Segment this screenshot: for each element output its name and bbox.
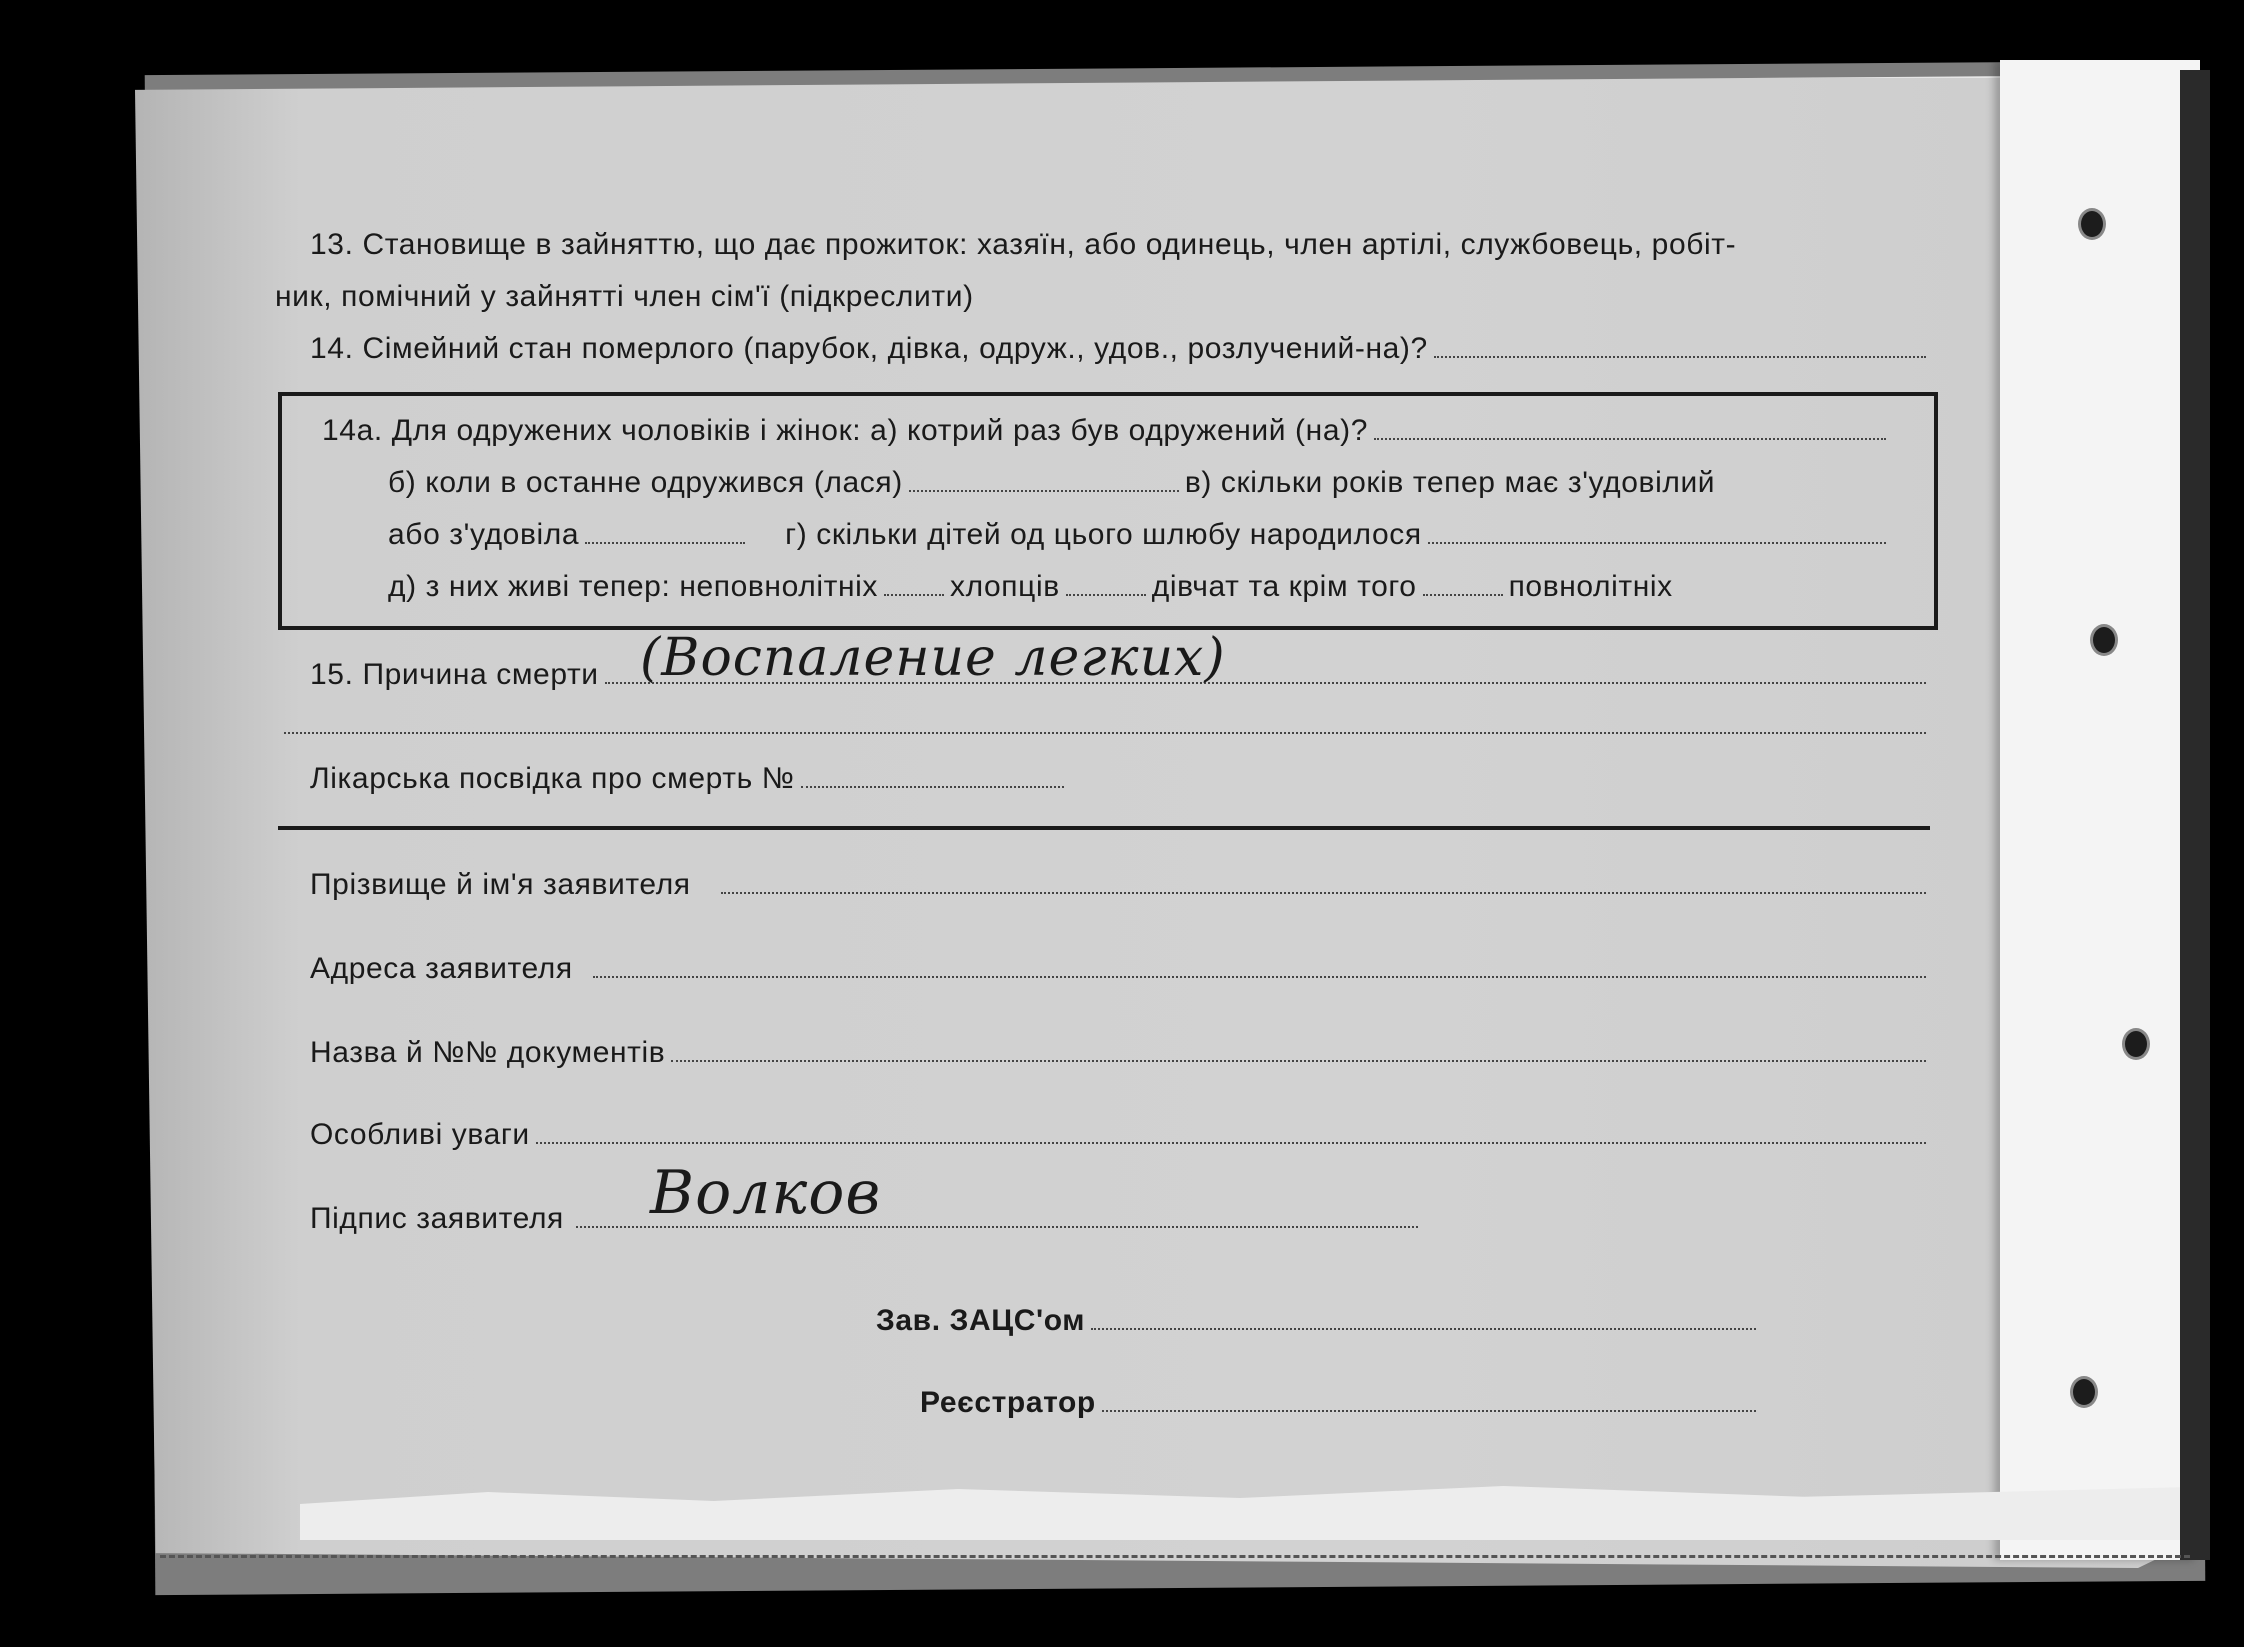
q15-handwritten-value: (Воспаление легких)	[640, 628, 1226, 688]
medical-number-line[interactable]	[801, 764, 1064, 788]
signature-row: Підпис заявителя	[310, 1202, 1424, 1236]
head-registry-row: Зав. ЗАЦС'ом	[876, 1304, 1762, 1338]
notes-row: Особливі уваги	[310, 1118, 1932, 1152]
q14a-b-answer-line[interactable]	[909, 468, 1179, 492]
q15-continuation-line[interactable]	[284, 710, 1926, 734]
registrar-line[interactable]	[1102, 1388, 1756, 1412]
q14a-g-answer-line[interactable]	[1428, 520, 1886, 544]
applicant-name-line[interactable]	[721, 870, 1926, 894]
medical-row: Лікарська посвідка про смерть №	[310, 762, 1070, 796]
applicant-signature: Волков	[650, 1158, 882, 1228]
section-divider	[278, 826, 1930, 830]
q13-line1: 13. Становище в зайняттю, що дає прожиток: хазяїн, або одинець, член артілі, службовець, робіт-	[310, 228, 1737, 261]
q15-continuation	[278, 710, 1932, 734]
q14a-line2: б) коли в останне одружився (лася) в) скільки років тепер має з'удовілий	[388, 466, 1716, 499]
q14-answer-line[interactable]	[1434, 334, 1926, 358]
head-registry-line[interactable]	[1091, 1306, 1756, 1330]
documents-row: Назва й №№ документів	[310, 1036, 1932, 1070]
notes-line[interactable]	[536, 1120, 1926, 1144]
applicant-address-line[interactable]	[593, 954, 1926, 978]
applicant-name-row: Прізвище й ім'я заявителя	[310, 868, 1932, 902]
q14a-a-answer-line[interactable]	[1374, 416, 1886, 440]
q14a-d-minors-line[interactable]	[884, 572, 944, 596]
q14a-line4: д) з них живі тепер: неповнолітніх хлопців дівчат та крім того повнолітніх	[388, 570, 1673, 603]
q14a-d-boys-line[interactable]	[1066, 572, 1146, 596]
q15-row: 15. Причина смерти	[310, 658, 1932, 692]
documents-line[interactable]	[671, 1038, 1926, 1062]
q13-line2: ник, помічний у зайнятті член сім'ї (підкреслити)	[275, 280, 974, 313]
applicant-address-row: Адреса заявителя	[310, 952, 1932, 986]
registrar-row: Реєстратор	[920, 1386, 1762, 1420]
q14a-v-answer-line[interactable]	[585, 520, 745, 544]
q14a-line1: 14а. Для одружених чоловіків і жінок: а) котрий раз був одружений (на)?	[322, 414, 1892, 448]
q14a-d-girls-line[interactable]	[1423, 572, 1503, 596]
q14a-line3: або з'удовіла г) скільки дітей од цього шлюбу народилося	[388, 518, 1892, 552]
q14-row: 14. Сімейний стан померлого (парубок, дівка, одруж., удов., розлучений-на)?	[310, 332, 1932, 366]
